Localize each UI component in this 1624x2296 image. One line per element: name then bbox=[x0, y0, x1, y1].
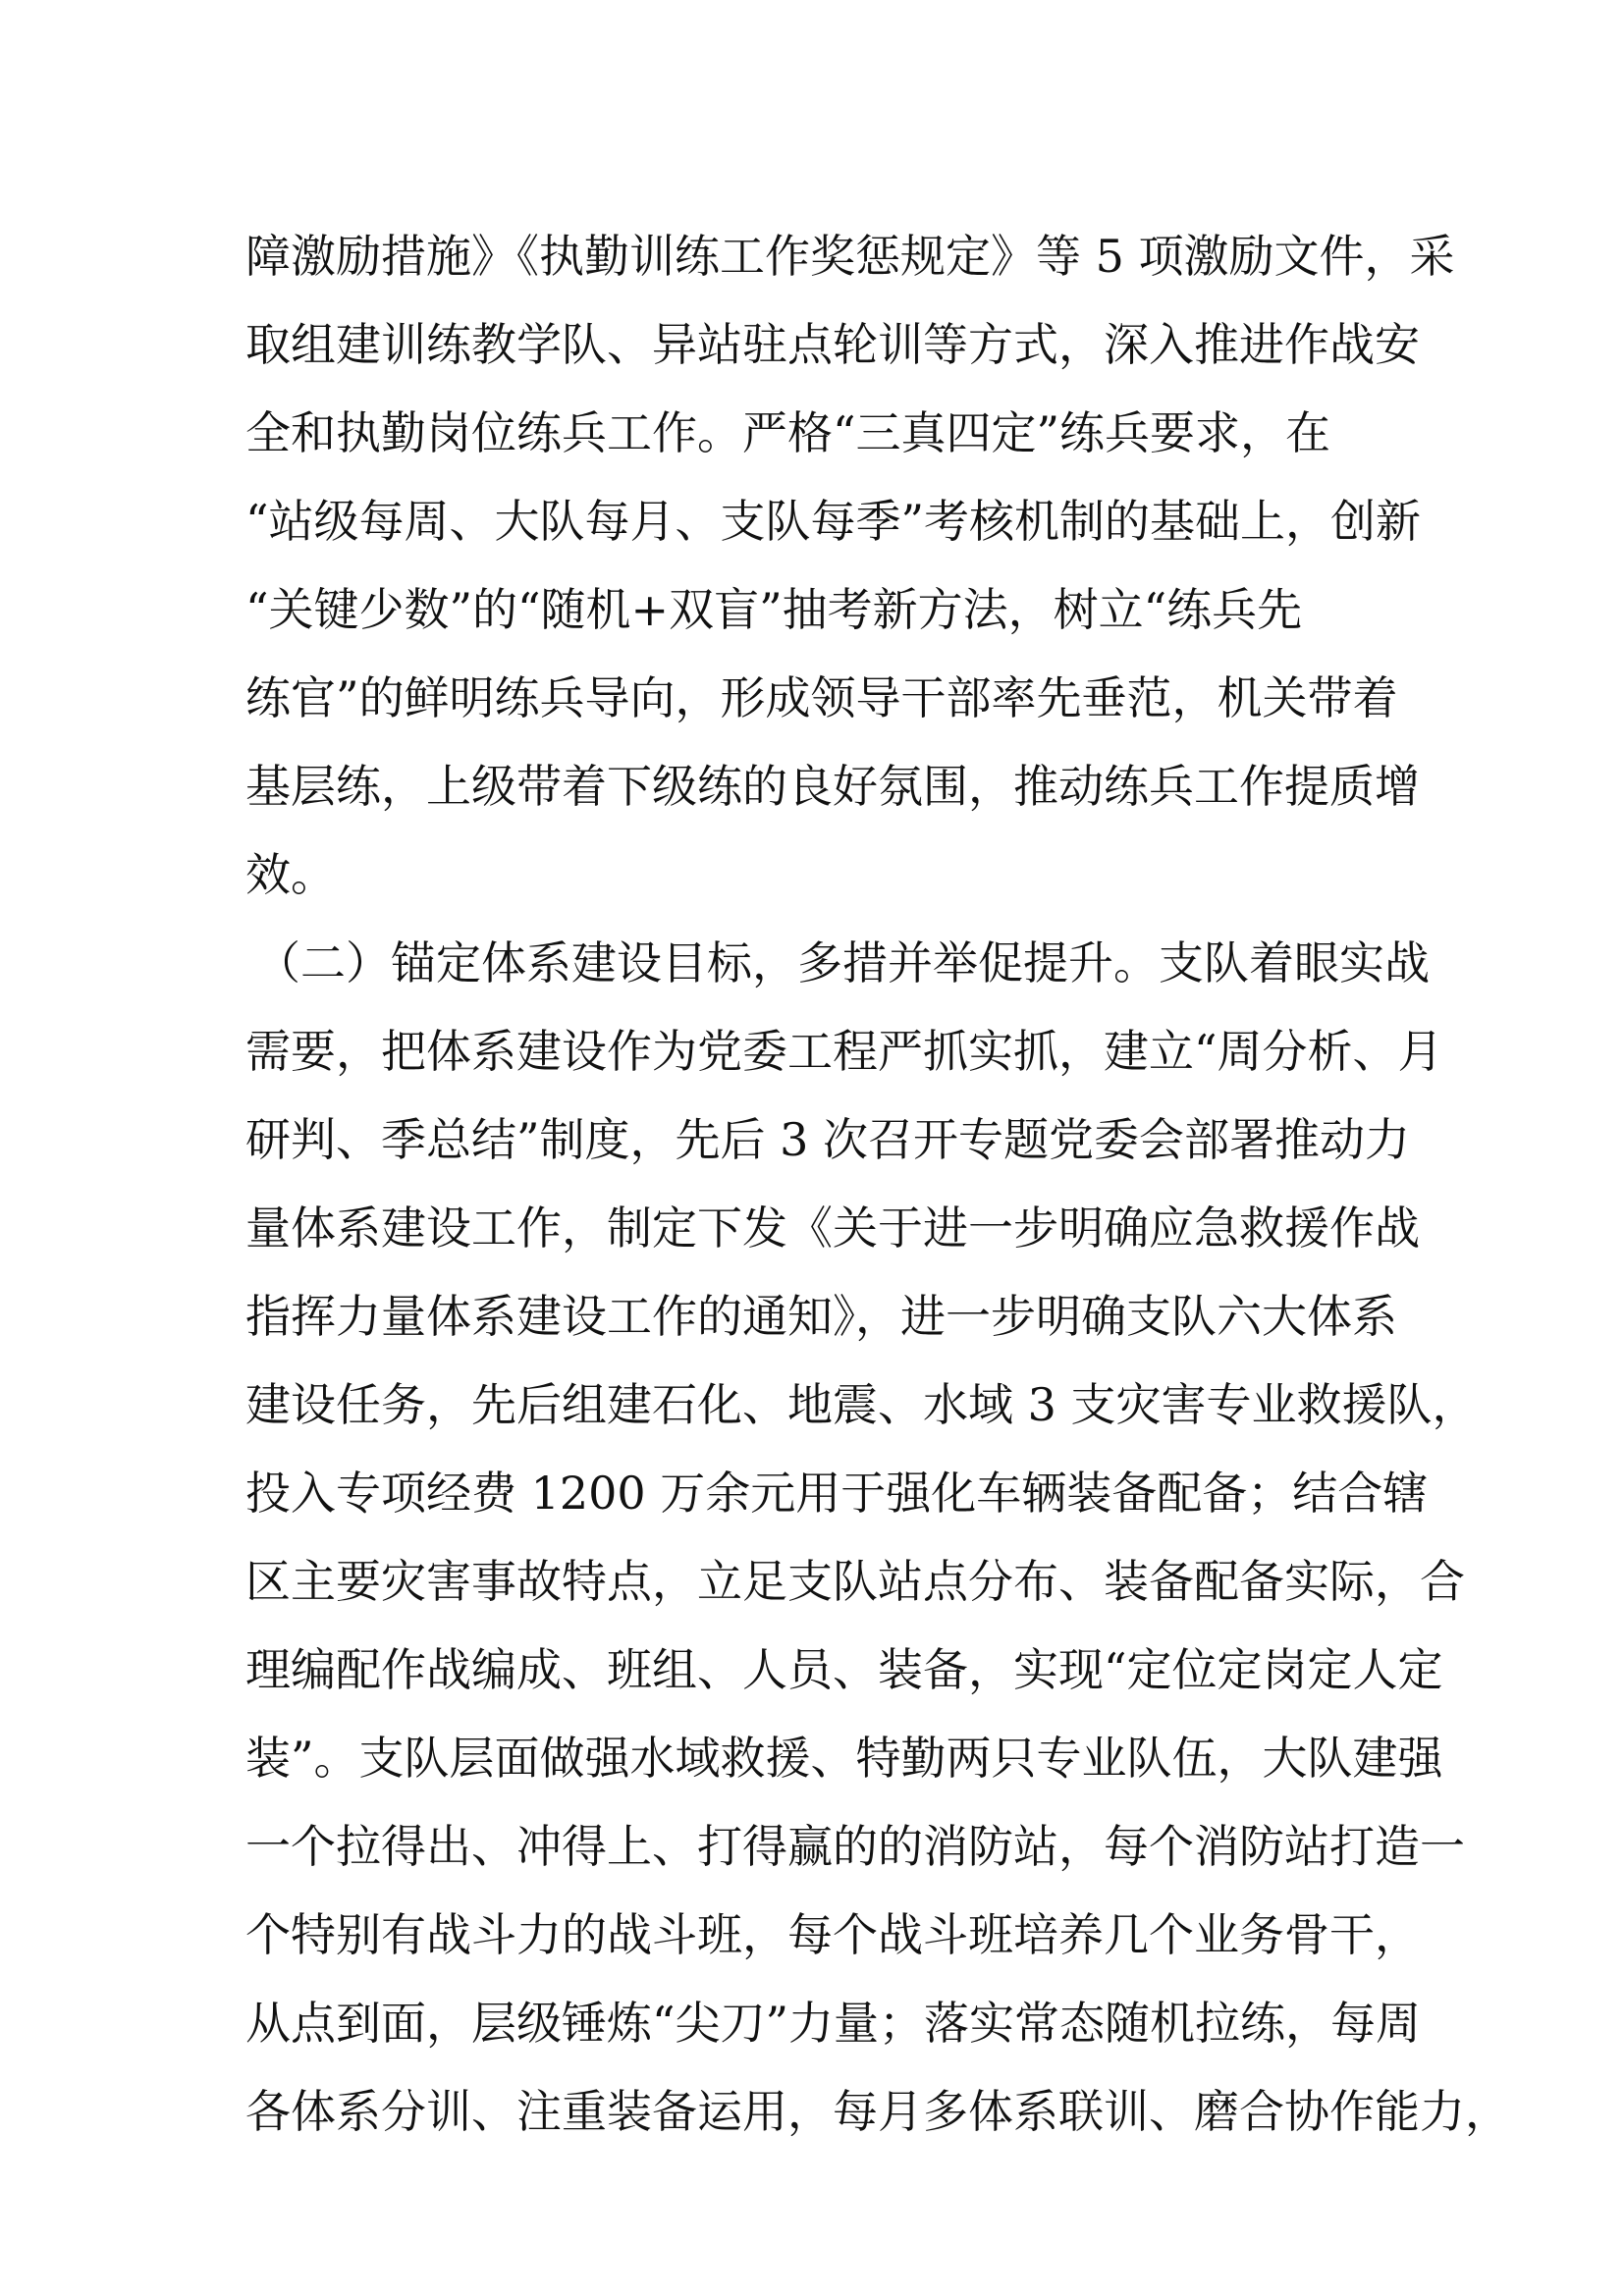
text-line-20: 个特别有战斗力的战斗班，每个战斗班培养几个业务骨干， bbox=[245, 1908, 1420, 1961]
text-line-13: 指挥力量体系建设工作的通知》，进一步明确支队六大体系 bbox=[245, 1290, 1397, 1343]
text-line-2: 取组建训练教学队、异站驻点轮训等方式，深入推进作战安 bbox=[245, 318, 1420, 371]
text-line-4: “站级每周、大队每月、支队每季”考核机制的基础上，创新 bbox=[245, 495, 1422, 548]
text-line-3: 全和执勤岗位练兵工作。严格“三真四定”练兵要求，在 bbox=[245, 406, 1331, 459]
section-heading-line: （二）锚定体系建设目标，多措并举促提升。支队着眼实战 bbox=[255, 936, 1430, 989]
text-line-12: 量体系建设工作，制定下发《关于进一步明确应急救援作战 bbox=[245, 1201, 1420, 1255]
text-line-1: 障激励措施》《执勤训练工作奖惩规定》等 5 项激励文件，采 bbox=[245, 230, 1455, 283]
text-line-17: 理编配作战编成、班组、人员、装备，实现“定位定岗定人定 bbox=[245, 1643, 1443, 1696]
text-line-14: 建设任务，先后组建石化、地震、水域 3 支灾害专业救援队， bbox=[245, 1378, 1478, 1431]
text-line-7: 基层练，上级带着下级练的良好氛围，推动练兵工作提质增 bbox=[245, 760, 1420, 813]
body-text bbox=[245, 212, 1510, 2156]
text-line-15: 投入专项经费 1200 万余元用于强化车辆装备配备；结合辖 bbox=[245, 1467, 1429, 1520]
text-line-21: 从点到面，层级锤炼“尖刀”力量；落实常态随机拉练，每周 bbox=[245, 1997, 1422, 2050]
text-line-10: 需要，把体系建设作为党委工程严抓实抓，建立“周分析、月 bbox=[245, 1025, 1443, 1078]
text-line-6: 练官”的鲜明练兵导向，形成领导干部率先垂范，机关带着 bbox=[245, 671, 1398, 724]
text-line-19: 一个拉得出、冲得上、打得赢的的消防站，每个消防站打造一 bbox=[245, 1820, 1465, 1873]
text-line-11: 研判、季总结”制度，先后 3 次召开专题党委会部署推动力 bbox=[245, 1113, 1411, 1166]
text-line-22: 各体系分训、注重装备运用，每月多体系联训、磨合协作能力， bbox=[245, 2085, 1510, 2138]
text-line-5: “关键少数”的“随机+双盲”抽考新方法，树立“练兵先 bbox=[245, 583, 1303, 636]
text-line-16: 区主要灾害事故特点，立足支队站点分布、装备配备实际，合 bbox=[245, 1555, 1465, 1608]
text-line-8: 效。 bbox=[245, 848, 336, 901]
text-line-18: 装”。支队层面做强水域救援、特勤两只专业队伍，大队建强 bbox=[245, 1732, 1443, 1785]
